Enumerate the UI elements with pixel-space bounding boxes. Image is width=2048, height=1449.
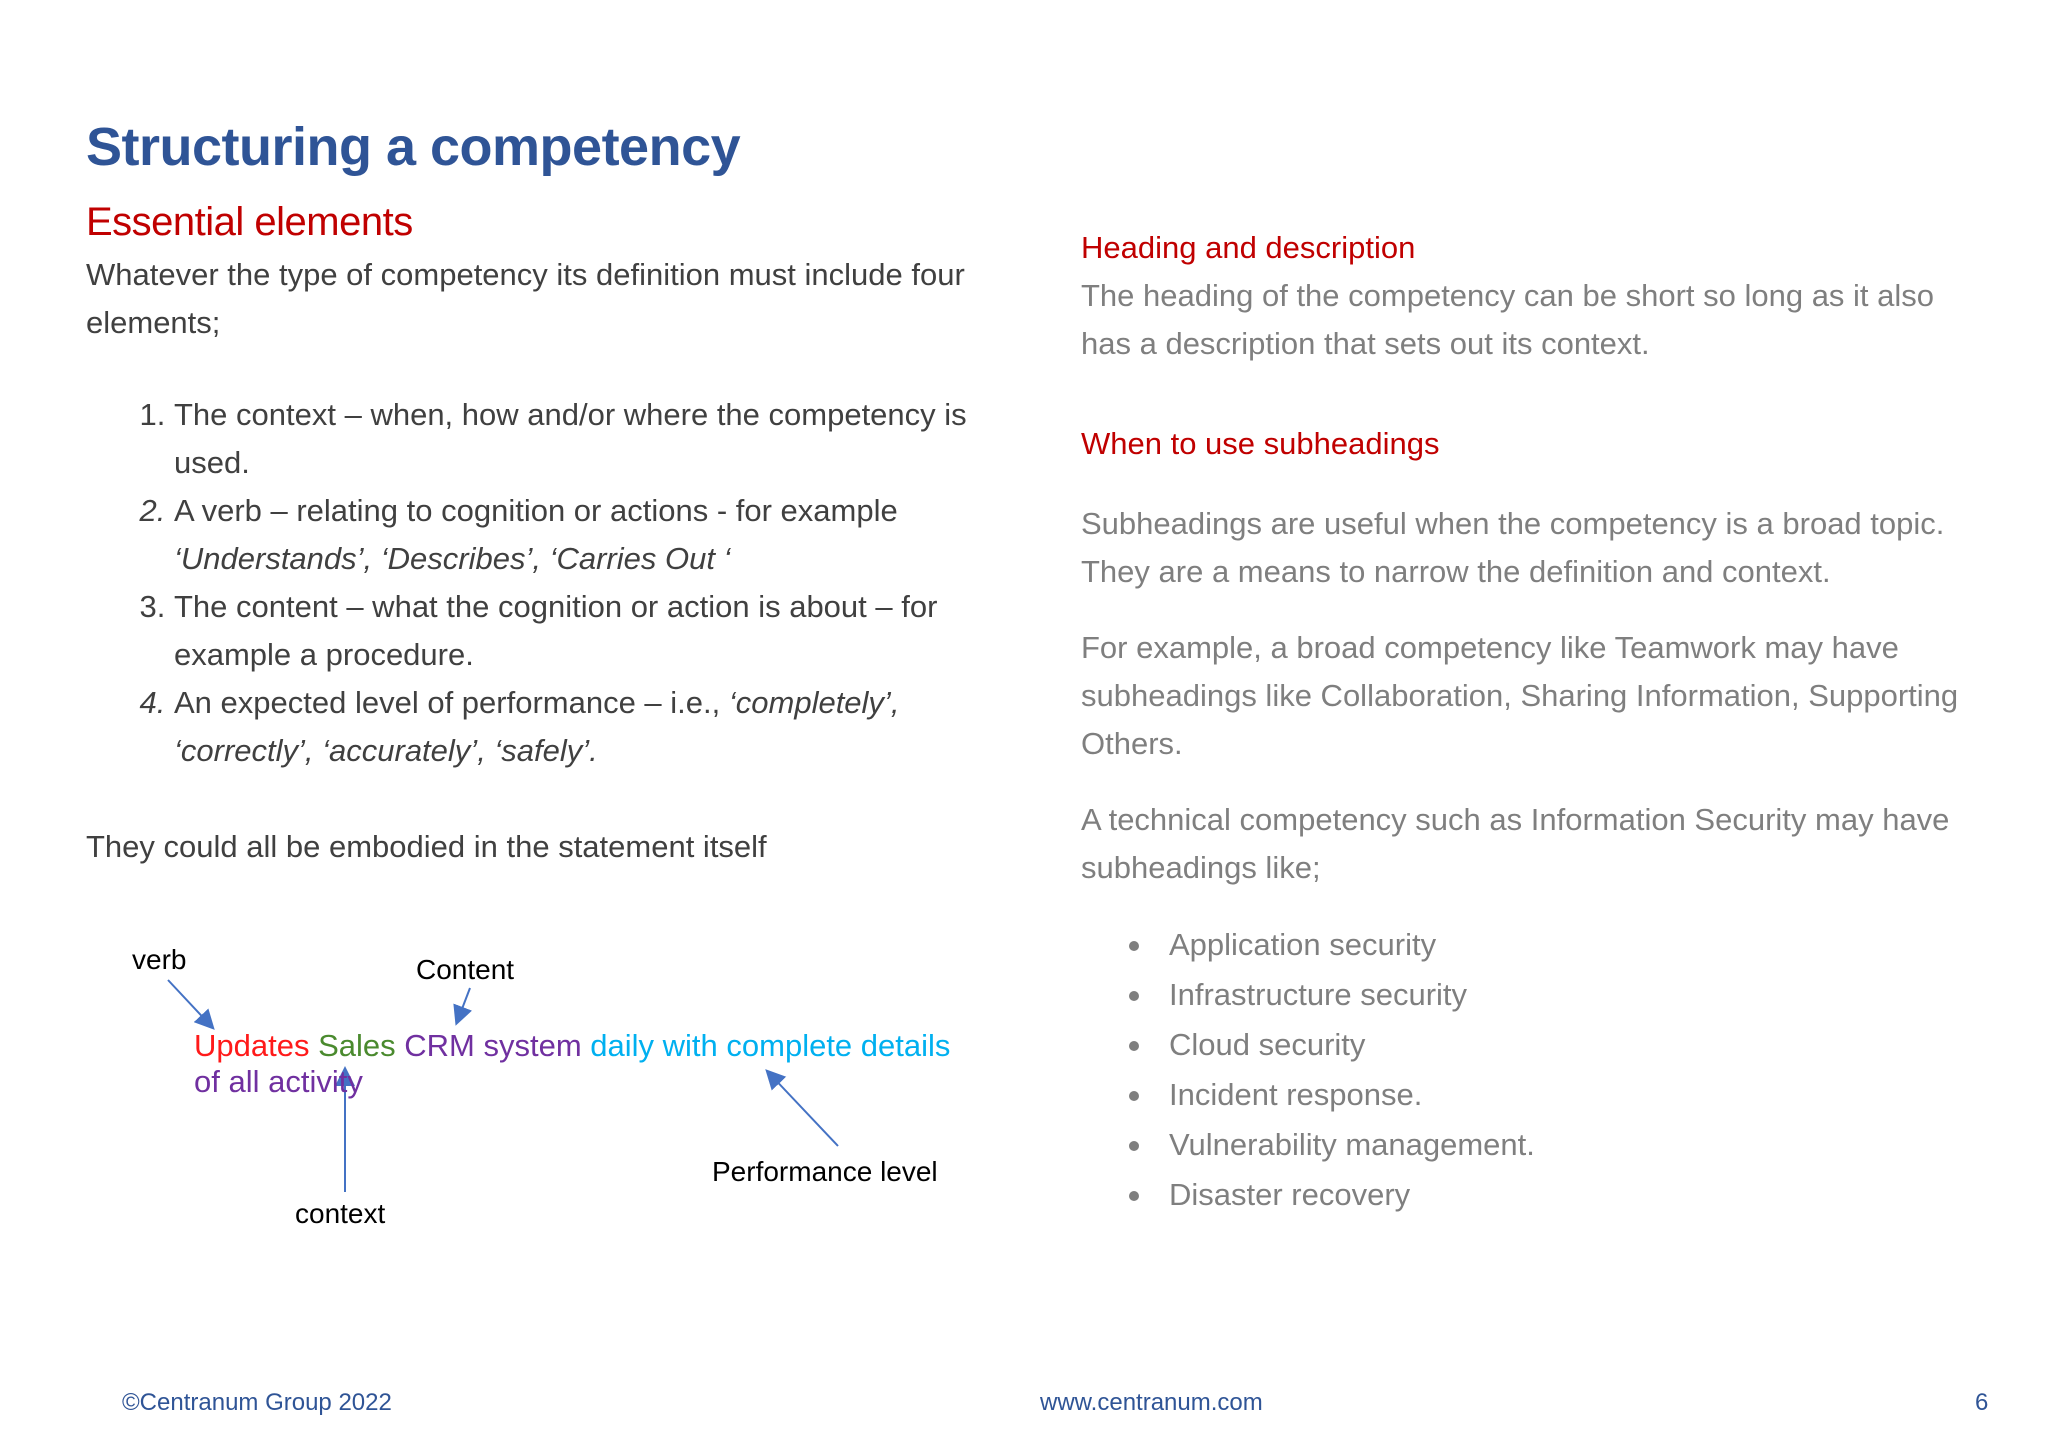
bullet-text: Cloud security — [1169, 1027, 1366, 1062]
statement-context: Sales — [318, 1028, 396, 1063]
bullet-text: Incident response. — [1169, 1077, 1423, 1112]
list-item — [1129, 1170, 1981, 1220]
bullet-icon — [1129, 1191, 1139, 1201]
list-item-text: The content – what the cognition or action is about – for example a procedure. — [174, 589, 938, 672]
bullet-text: Infrastructure security — [1169, 977, 1468, 1012]
list-item — [174, 583, 1006, 679]
list-item — [1129, 1070, 1981, 1120]
subheadings-heading: When to use subheadings — [1081, 426, 1440, 461]
label-verb: verb — [132, 944, 187, 975]
list-item-text: An expected level of performance – i.e., — [174, 685, 729, 720]
right-column — [1081, 224, 1981, 1220]
list-item-text: A verb – relating to cognition or actions - for example — [174, 493, 898, 528]
bullet-icon — [1129, 1091, 1139, 1101]
label-performance-level: Performance level — [712, 1156, 938, 1187]
intro-paragraph: Whatever the type of competency its definition must include four elements; — [86, 257, 965, 340]
list-item — [1129, 920, 1981, 970]
bullet-text: Application security — [1169, 927, 1437, 962]
list-item — [174, 487, 1006, 583]
statement-performance: daily with complete details — [590, 1028, 951, 1063]
bullet-icon — [1129, 991, 1139, 1001]
list-item-text: The context – when, how and/or where the competency is used. — [174, 397, 967, 480]
content-arrow — [457, 988, 470, 1022]
footer-website-link[interactable]: www.centranum.com — [1040, 1389, 1263, 1416]
statement-tail: of all activity — [194, 1064, 363, 1099]
example-statement — [194, 1028, 954, 1100]
page-number: 6 — [1975, 1389, 1989, 1416]
list-item — [1129, 970, 1981, 1020]
statement-verb: Updates — [194, 1028, 310, 1063]
list-item — [174, 391, 1006, 487]
list-item — [1129, 1020, 1981, 1070]
bullet-text: Vulnerability management. — [1169, 1127, 1535, 1162]
heading-and-description-heading: Heading and description — [1081, 230, 1416, 265]
label-content: Content — [416, 954, 515, 985]
footer-copyright: ©Centranum Group 2022 — [122, 1389, 392, 1416]
list-item-examples: ‘Understands’, ‘Describes’, ‘Carries Out ‘ — [174, 541, 731, 576]
bullet-icon — [1129, 941, 1139, 951]
competency-statement-diagram — [120, 930, 1020, 1240]
bullet-text: Disaster recovery — [1169, 1177, 1411, 1212]
statement-content: CRM system — [404, 1028, 582, 1063]
description-paragraph: The heading of the competency can be short so long as it also has a description that sets out its context. — [1081, 278, 1935, 361]
elements-list — [86, 391, 1006, 775]
subheadings-paragraph-3: A technical competency such as Information Security may have subheadings like; — [1081, 802, 1950, 885]
left-column — [86, 200, 1006, 871]
list-item — [174, 679, 1006, 775]
subheadings-paragraph-2: For example, a broad competency like Teamwork may have subheadings like Collaboration, Sharing Information, Supporting Others. — [1081, 630, 1959, 761]
bullet-icon — [1129, 1141, 1139, 1151]
list-item — [1129, 1120, 1981, 1170]
subheadings-paragraph-1: Subheadings are useful when the competency is a broad topic. They are a means to narrow the definition and context. — [1081, 506, 1945, 589]
embodied-statement: They could all be embodied in the statement itself — [86, 829, 767, 864]
verb-arrow — [168, 980, 212, 1027]
page-title: Structuring a competency — [86, 117, 741, 177]
bullet-icon — [1129, 1041, 1139, 1051]
section-heading-essential-elements: Essential elements — [86, 200, 413, 244]
subheadings-bullet-list — [1081, 920, 1981, 1220]
label-context: context — [295, 1198, 386, 1229]
list-item-examples: ‘completely’, ‘correctly’, ‘accurately’, ‘safely’. — [174, 685, 900, 768]
